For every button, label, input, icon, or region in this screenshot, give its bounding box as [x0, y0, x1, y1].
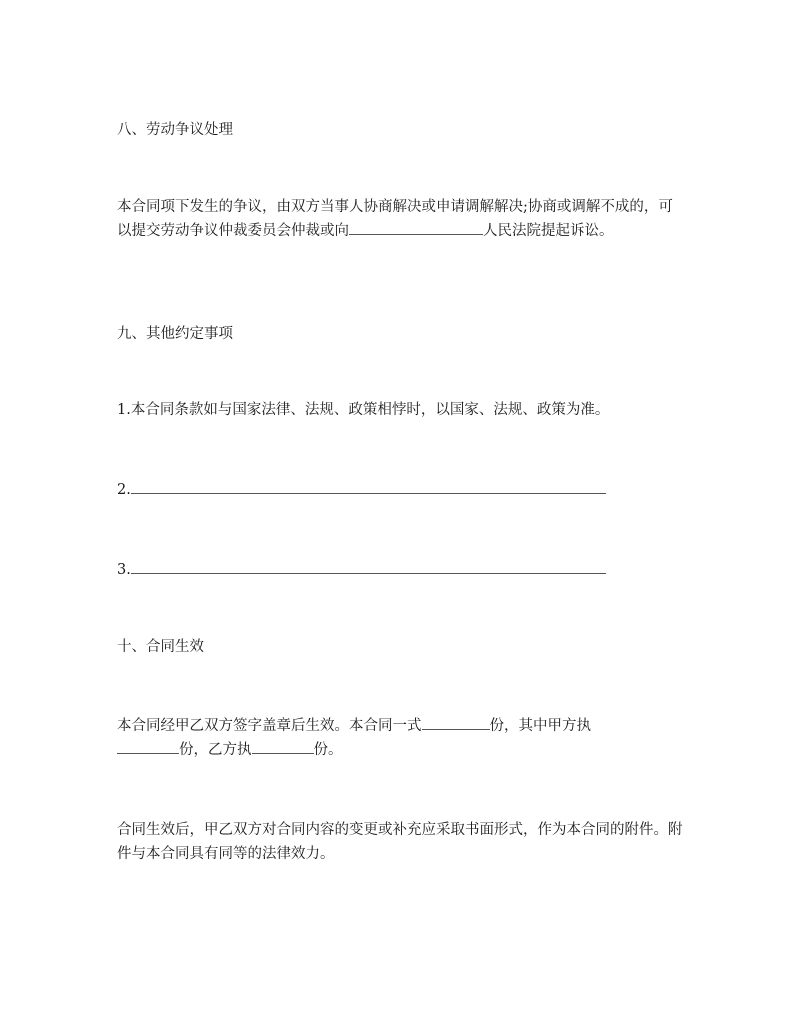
- p1-text-b: 份，其中甲方执: [489, 718, 591, 734]
- section-9-item-3: [117, 558, 687, 582]
- section-10-paragraph-1: [117, 714, 687, 762]
- item-2-blank[interactable]: [131, 478, 606, 494]
- section-8-heading: 八、劳动争议处理: [117, 122, 233, 138]
- section-8-text-part1: 本合同项下发生的争议，由双方当事人协商解决或申请调解解决;协商或调解不成的，可以提交劳动争议仲裁委员会仲裁或向: [117, 199, 673, 239]
- section-10-paragraph-2: 合同生效后，甲乙双方对合同内容的变更或补充应采取书面形式，作为本合同的附件。附件与本合同具有同等的法律效力。: [117, 822, 683, 862]
- section-9-item-2: [117, 478, 687, 502]
- section-9-heading: 九、其他约定事项: [117, 326, 233, 342]
- party-b-copies-blank[interactable]: [252, 738, 314, 754]
- p1-text-a: 本合同经甲乙双方签字盖章后生效。本合同一式: [117, 718, 422, 734]
- section-10-heading: 十、合同生效: [117, 639, 204, 655]
- court-name-blank[interactable]: [349, 219, 483, 235]
- item-3-number: 3.: [117, 562, 131, 578]
- section-9-item-1: 1.本合同条款如与国家法律、法规、政策相悖时，以国家、法规、政策为准。: [117, 402, 610, 418]
- copies-total-blank[interactable]: [422, 714, 490, 730]
- p1-text-c: 份，乙方执: [179, 742, 252, 758]
- p1-text-d: 份。: [313, 742, 343, 758]
- party-a-copies-blank[interactable]: [117, 738, 179, 754]
- item-2-number: 2.: [117, 482, 131, 498]
- section-8-text-part2: 人民法院提起诉讼。: [483, 223, 614, 239]
- section-8-paragraph: [117, 195, 687, 243]
- item-3-blank[interactable]: [131, 558, 606, 574]
